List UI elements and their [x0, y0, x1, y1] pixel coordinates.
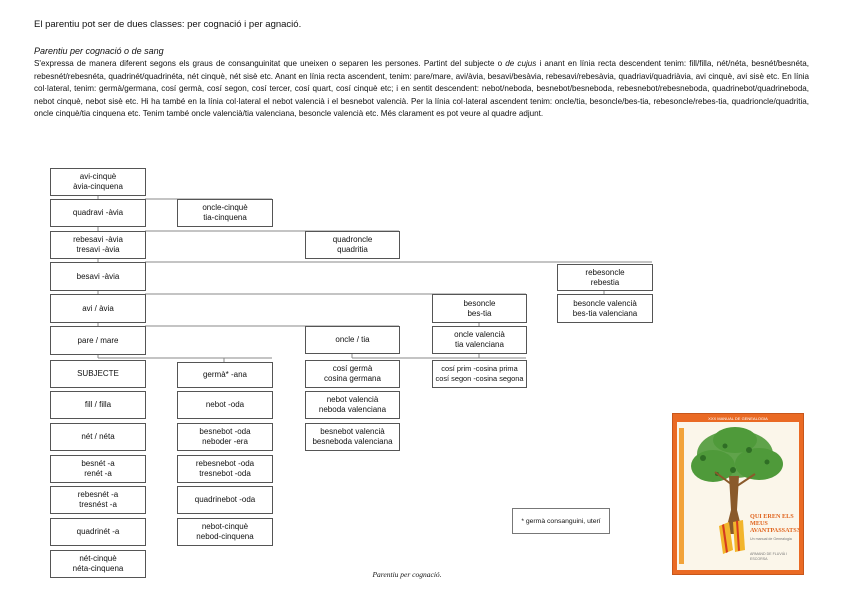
section-title: Parentiu per cognació o de sang	[34, 46, 164, 56]
box-oncle: oncle / tia	[305, 326, 400, 354]
box-cosi-germa: cosí germà cosina germana	[305, 360, 400, 388]
box-besnet: besnét -a renét -a	[50, 455, 146, 483]
box-germa: germà* -ana	[177, 362, 273, 388]
figure-caption: Parentiu per cognació.	[372, 570, 442, 579]
box-besoncle: besoncle bes-tia	[432, 294, 527, 323]
box-rebesnet: rebesnét -a tresnést -a	[50, 486, 146, 514]
box-nebot-valencia: nebot valencià neboda valenciana	[305, 391, 400, 419]
box-quadravi: quadravi -àvia	[50, 199, 146, 227]
box-oncle-valencia: oncle valencià tia valenciana	[432, 326, 527, 354]
box-cosi-prim: cosí prim -cosina prima cosí segon -cosina segona	[432, 360, 527, 388]
box-net: nét / néta	[50, 423, 146, 451]
paragraph-italic-de-cujus: de cujus	[505, 59, 537, 68]
book-subtitle: Un manual de Genealogia	[750, 537, 792, 541]
box-avi-cinque: avi-cinquè àvia-cinquena	[50, 168, 146, 196]
box-subjecte: SUBJECTE	[50, 360, 146, 388]
box-rebesoncle: rebesoncle rebestia	[557, 264, 653, 291]
box-quadroncle: quadroncle quadritia	[305, 231, 400, 259]
box-avi: avi / àvia	[50, 294, 146, 323]
book-author: ARMAND DE FLUVIÀ I ESCORSA	[750, 552, 788, 561]
box-pare: pare / mare	[50, 326, 146, 355]
box-rebesnebot: rebesnebot -oda tresnebot -oda	[177, 455, 273, 483]
box-quadrinet: quadrinét -a	[50, 518, 146, 546]
box-quadrinebot: quadrinebot -oda	[177, 486, 273, 514]
book-top-text: XXX MANUAL DE GENEALOGIA	[708, 416, 768, 421]
footnote-box: * germà consanguini, uterí	[512, 508, 610, 534]
book-title: QUI EREN ELS MEUS AVANTPASSATS?	[750, 513, 800, 534]
box-net-cinque: nét-cinquè néta-cinquena	[50, 550, 146, 578]
tree-illustration	[673, 414, 804, 575]
box-besnebot-valencia: besnebot valencià besneboda valenciana	[305, 423, 400, 451]
intro-text: El parentiu pot ser de dues classes: per cognació i per agnació.	[34, 19, 302, 30]
box-besoncle-valencia: besoncle valencià bes-tia valenciana	[557, 294, 653, 323]
box-oncle-cinque: oncle-cinquè tia-cinquena	[177, 199, 273, 227]
book-cover-image	[672, 413, 804, 575]
box-nebot: nebot -oda	[177, 391, 273, 419]
box-rebesavi: rebesavi -àvia tresavi -àvia	[50, 231, 146, 259]
paragraph-part-2: i anant en línia recta descendent tenim: fill/filla, nét/néta, besnét/besnéta, rebesnét/rebesnéta, quadrinét/quadrinéta, nét cinquè, nét sisè etc. Anant en línia recta ascendent, tenim: pare/mare, avi/àvia, besavi/besàvia, rebesavi/rebesàvia, quadriavi/quadriàvia, avi cinquè, avi sisè etc. En línia col·lateral, tenim: germà/germana, cosí germà, cosí segon, cosí tercer, cosí quart, cosí cinquè etc; i en sentit descendent: nebot/neboda, besnebot/besneboda, rebesnebot/rebesneboda, quadrinebot/quadrineboda, nebot cinquè, nebot sisè etc. Hi ha també en la línia col·lateral el nebot valencià i el besnebot valencià. Per la línia col·lateral ascendent tenim: oncle/tia, besoncle/bes-tia, rebesoncle/rebes-tia, quadrioncle/quadritia, oncle cinquè/tia cinquena etc. Tenim també oncle valencià/tia valenciana, besoncle valencià etc. Més clarament es pot veure al quadre adjunt.	[34, 59, 809, 119]
box-besavi: besavi -àvia	[50, 262, 146, 291]
box-fill: fill / filla	[50, 391, 146, 419]
box-besnebot: besnebot -oda neboder -era	[177, 423, 273, 451]
box-nebot-cinque: nebot-cinquè nebod-cinquena	[177, 518, 273, 546]
paragraph-part-1: S'expressa de manera diferent segons els graus de consanguinitat que uneixen o separen les persones. Partint del subjecte o	[34, 59, 506, 68]
